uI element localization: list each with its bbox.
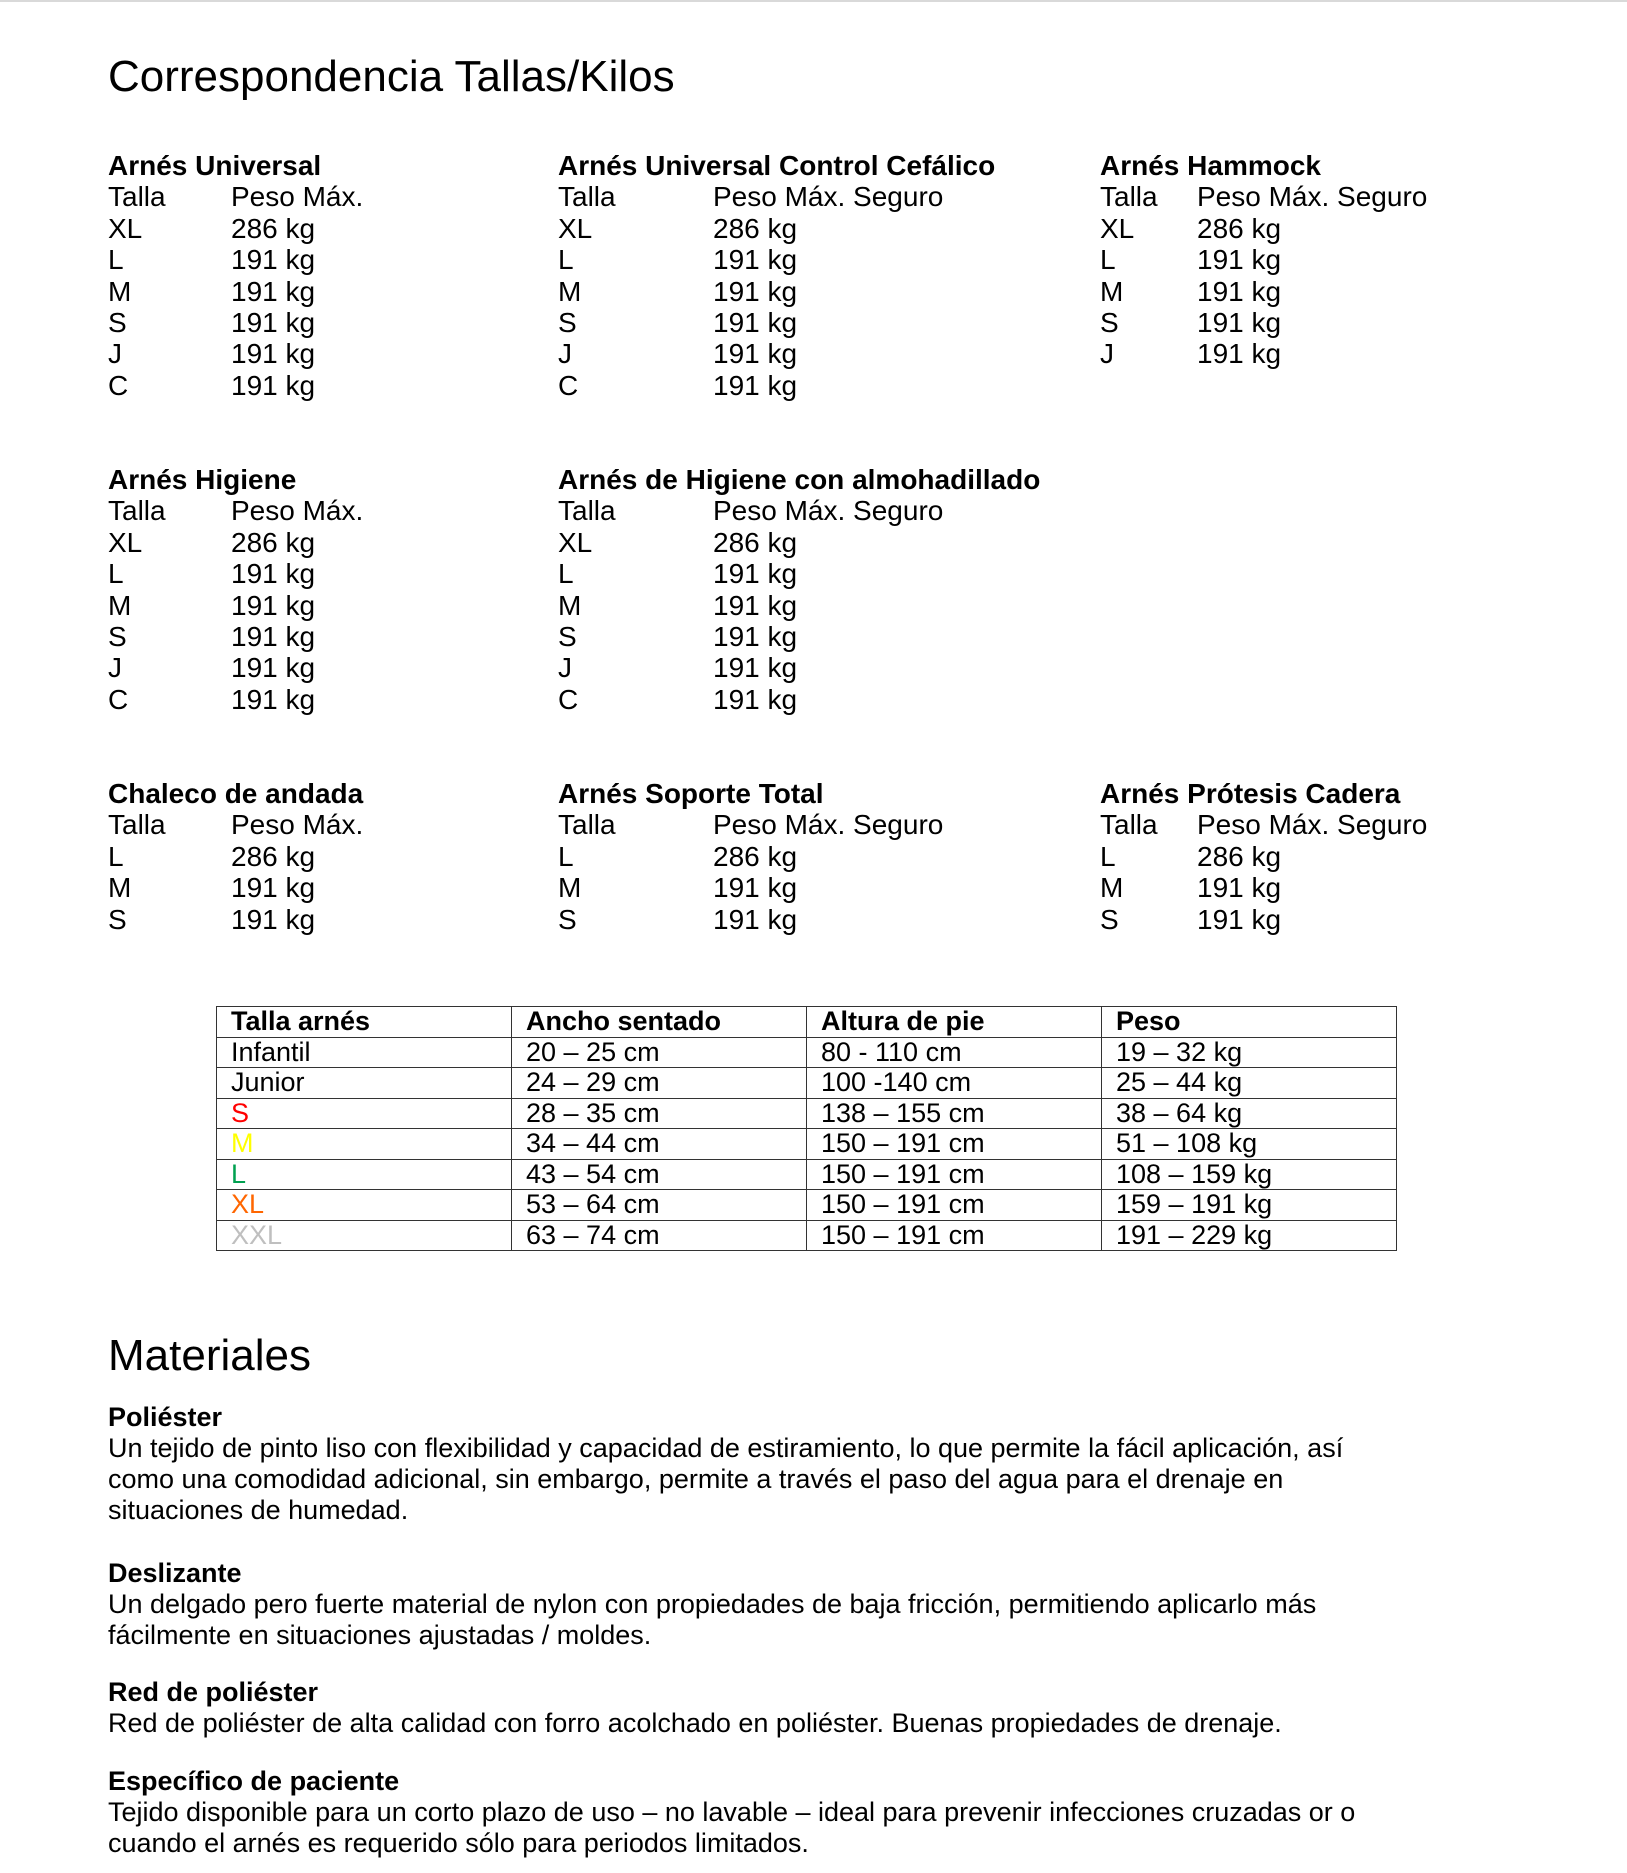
size-value: M bbox=[558, 589, 582, 621]
weight-column-label: Peso Máx. bbox=[231, 495, 364, 527]
weight-value: 191 kg bbox=[231, 338, 316, 370]
list-item bbox=[1100, 841, 1427, 872]
table-cell: 28 – 35 cm bbox=[512, 1098, 807, 1129]
harness-group-title: Arnés de Higiene con almohadillado bbox=[558, 464, 1041, 495]
weight-value: 286 kg bbox=[231, 840, 316, 872]
weight-value: 191 kg bbox=[231, 652, 316, 684]
weight-value: 191 kg bbox=[713, 903, 798, 935]
list-item bbox=[1100, 872, 1427, 903]
size-value: L bbox=[1100, 840, 1116, 872]
size-column-label: Talla bbox=[558, 809, 616, 841]
harness-group-header bbox=[108, 181, 363, 212]
table-cell: 159 – 191 kg bbox=[1102, 1190, 1397, 1221]
table-row bbox=[217, 1159, 1397, 1190]
harness-group bbox=[558, 150, 995, 401]
weight-value: 286 kg bbox=[713, 526, 798, 558]
harness-group-header bbox=[108, 495, 363, 526]
table-cell: 34 – 44 cm bbox=[512, 1129, 807, 1160]
list-item bbox=[558, 307, 995, 338]
material-name: Red de poliéster bbox=[108, 1677, 319, 1707]
page-title: Correspondencia Tallas/Kilos bbox=[108, 52, 675, 101]
size-column-label: Talla bbox=[558, 495, 616, 527]
list-item bbox=[558, 652, 1040, 683]
list-item bbox=[558, 841, 943, 872]
size-label-cell: XXL bbox=[217, 1220, 512, 1251]
size-value: S bbox=[558, 621, 577, 653]
table-cell: 150 – 191 cm bbox=[807, 1129, 1102, 1160]
table-cell: 191 – 229 kg bbox=[1102, 1220, 1397, 1251]
weight-value: 191 kg bbox=[231, 244, 316, 276]
weight-column-label: Peso Máx. Seguro bbox=[713, 181, 944, 213]
weight-column-label: Peso Máx. bbox=[231, 181, 364, 213]
weight-value: 191 kg bbox=[231, 558, 316, 590]
harness-group-header bbox=[1100, 181, 1427, 212]
size-value: S bbox=[1100, 307, 1119, 339]
weight-value: 191 kg bbox=[713, 307, 798, 339]
table-header-cell: Altura de pie bbox=[807, 1007, 1102, 1038]
list-item bbox=[558, 904, 943, 935]
harness-group bbox=[108, 778, 363, 935]
table-header-cell: Talla arnés bbox=[217, 1007, 512, 1038]
size-label-cell: M bbox=[217, 1129, 512, 1160]
table-cell: 108 – 159 kg bbox=[1102, 1159, 1397, 1190]
harness-group-title: Arnés Hammock bbox=[1100, 150, 1321, 181]
material-description-line: Un delgado pero fuerte material de nylon con propiedades de baja fricción, permitiendo aplicarlo más bbox=[108, 1589, 1317, 1619]
material-name: Específico de paciente bbox=[108, 1766, 400, 1796]
weight-value: 191 kg bbox=[231, 872, 316, 904]
weight-value: 286 kg bbox=[231, 526, 316, 558]
size-correspondence-table bbox=[216, 1006, 1397, 1251]
weight-value: 191 kg bbox=[231, 903, 316, 935]
size-value: S bbox=[108, 621, 127, 653]
material-description-line: cuando el arnés es requerido sólo para periodos limitados. bbox=[108, 1828, 809, 1858]
materials-title: Materiales bbox=[108, 1331, 311, 1380]
list-item bbox=[558, 872, 943, 903]
table-header-row bbox=[217, 1007, 1397, 1038]
size-value: XL bbox=[558, 526, 593, 558]
table-row bbox=[217, 1129, 1397, 1160]
list-item bbox=[558, 527, 1040, 558]
list-item bbox=[108, 370, 363, 401]
table-cell: 25 – 44 kg bbox=[1102, 1068, 1397, 1099]
list-item bbox=[558, 590, 1040, 621]
size-value: M bbox=[558, 872, 582, 904]
size-value: J bbox=[108, 652, 122, 684]
size-value: L bbox=[558, 244, 574, 276]
weight-value: 191 kg bbox=[231, 369, 316, 401]
size-value: XL bbox=[108, 526, 143, 558]
material-description-line: como una comodidad adicional, sin embargo, permite a través el paso del agua para el drenaje en bbox=[108, 1464, 1284, 1494]
table-header-cell: Ancho sentado bbox=[512, 1007, 807, 1038]
size-value: J bbox=[558, 652, 572, 684]
list-item bbox=[108, 684, 363, 715]
size-label-cell: Infantil bbox=[217, 1037, 512, 1068]
weight-value: 191 kg bbox=[713, 244, 798, 276]
table-cell: 24 – 29 cm bbox=[512, 1068, 807, 1099]
weight-value: 191 kg bbox=[713, 338, 798, 370]
weight-value: 286 kg bbox=[1197, 840, 1282, 872]
table-row bbox=[217, 1068, 1397, 1099]
list-item bbox=[108, 872, 363, 903]
list-item bbox=[108, 307, 363, 338]
weight-value: 286 kg bbox=[713, 212, 798, 244]
weight-value: 191 kg bbox=[1197, 244, 1282, 276]
size-label-cell: S bbox=[217, 1098, 512, 1129]
harness-group bbox=[108, 150, 363, 401]
table-cell: 19 – 32 kg bbox=[1102, 1037, 1397, 1068]
harness-group-title: Arnés Soporte Total bbox=[558, 778, 824, 809]
table-cell: 80 - 110 cm bbox=[807, 1037, 1102, 1068]
size-value: M bbox=[1100, 275, 1124, 307]
size-value: L bbox=[558, 840, 574, 872]
harness-group bbox=[1100, 778, 1427, 935]
material-name: Deslizante bbox=[108, 1558, 242, 1588]
size-value: L bbox=[108, 840, 124, 872]
size-value: XL bbox=[108, 212, 143, 244]
size-value: M bbox=[108, 275, 132, 307]
size-column-label: Talla bbox=[108, 181, 166, 213]
material-entry bbox=[108, 1766, 1438, 1859]
harness-group-header bbox=[558, 809, 943, 840]
list-item bbox=[1100, 904, 1427, 935]
table-cell: 138 – 155 cm bbox=[807, 1098, 1102, 1129]
size-value: M bbox=[1100, 872, 1124, 904]
list-item bbox=[108, 841, 363, 872]
weight-value: 191 kg bbox=[713, 589, 798, 621]
size-column-label: Talla bbox=[558, 181, 616, 213]
table-cell: 20 – 25 cm bbox=[512, 1037, 807, 1068]
list-item bbox=[1100, 276, 1427, 307]
weight-column-label: Peso Máx. Seguro bbox=[713, 495, 944, 527]
weight-value: 191 kg bbox=[713, 558, 798, 590]
size-value: C bbox=[108, 683, 129, 715]
harness-group-header bbox=[558, 181, 995, 212]
weight-column-label: Peso Máx. Seguro bbox=[713, 809, 944, 841]
weight-value: 191 kg bbox=[231, 589, 316, 621]
list-item bbox=[108, 244, 363, 275]
material-description-line: Un tejido de pinto liso con flexibilidad y capacidad de estiramiento, lo que permite la fácil aplicación, así bbox=[108, 1433, 1344, 1463]
harness-group-title: Chaleco de andada bbox=[108, 778, 364, 809]
list-item bbox=[558, 558, 1040, 589]
list-item bbox=[108, 652, 363, 683]
weight-value: 286 kg bbox=[231, 212, 316, 244]
list-item bbox=[108, 558, 363, 589]
weight-value: 191 kg bbox=[231, 621, 316, 653]
size-column-label: Talla bbox=[1100, 809, 1158, 841]
size-column-label: Talla bbox=[1100, 181, 1158, 213]
table-row bbox=[217, 1037, 1397, 1068]
list-item bbox=[558, 276, 995, 307]
size-value: XL bbox=[558, 212, 593, 244]
list-item bbox=[108, 527, 363, 558]
material-entry bbox=[108, 1402, 1438, 1526]
weight-value: 191 kg bbox=[713, 369, 798, 401]
table-header-cell: Peso bbox=[1102, 1007, 1397, 1038]
table-row bbox=[217, 1098, 1397, 1129]
weight-value: 191 kg bbox=[713, 652, 798, 684]
table-row bbox=[217, 1220, 1397, 1251]
table-cell: 53 – 64 cm bbox=[512, 1190, 807, 1221]
harness-group-title: Arnés Universal Control Cefálico bbox=[558, 150, 996, 181]
table-cell: 150 – 191 cm bbox=[807, 1159, 1102, 1190]
list-item bbox=[108, 904, 363, 935]
material-description-line: situaciones de humedad. bbox=[108, 1495, 409, 1525]
material-entry bbox=[108, 1558, 1438, 1651]
size-value: S bbox=[108, 307, 127, 339]
list-item bbox=[108, 338, 363, 369]
harness-group-title: Arnés Prótesis Cadera bbox=[1100, 778, 1401, 809]
size-value: C bbox=[558, 369, 579, 401]
table-cell: 100 -140 cm bbox=[807, 1068, 1102, 1099]
weight-value: 191 kg bbox=[713, 683, 798, 715]
list-item bbox=[108, 213, 363, 244]
harness-group-header bbox=[558, 495, 1040, 526]
list-item bbox=[558, 213, 995, 244]
size-value: S bbox=[1100, 903, 1119, 935]
material-name: Poliéster bbox=[108, 1402, 223, 1432]
weight-value: 191 kg bbox=[713, 621, 798, 653]
top-divider bbox=[0, 0, 1627, 2]
list-item bbox=[1100, 244, 1427, 275]
size-label-cell: Junior bbox=[217, 1068, 512, 1099]
size-value: C bbox=[108, 369, 129, 401]
harness-group-title: Arnés Universal bbox=[108, 150, 322, 181]
list-item bbox=[558, 621, 1040, 652]
weight-value: 191 kg bbox=[1197, 872, 1282, 904]
material-description-line: Tejido disponible para un corto plazo de uso – no lavable – ideal para prevenir infecciones cruzadas or o bbox=[108, 1797, 1356, 1827]
table-cell: 63 – 74 cm bbox=[512, 1220, 807, 1251]
size-column-label: Talla bbox=[108, 495, 166, 527]
size-value: L bbox=[108, 244, 124, 276]
weight-value: 191 kg bbox=[713, 872, 798, 904]
weight-value: 191 kg bbox=[231, 275, 316, 307]
harness-group-header bbox=[108, 809, 363, 840]
list-item bbox=[108, 590, 363, 621]
harness-group bbox=[558, 464, 1040, 715]
material-description-line: fácilmente en situaciones ajustadas / moldes. bbox=[108, 1620, 652, 1650]
size-value: J bbox=[558, 338, 572, 370]
size-value: J bbox=[1100, 338, 1114, 370]
weight-column-label: Peso Máx. bbox=[231, 809, 364, 841]
weight-value: 191 kg bbox=[1197, 903, 1282, 935]
harness-group bbox=[558, 778, 943, 935]
list-item bbox=[108, 276, 363, 307]
weight-column-label: Peso Máx. Seguro bbox=[1197, 809, 1428, 841]
size-value: L bbox=[1100, 244, 1116, 276]
size-value: M bbox=[108, 589, 132, 621]
list-item bbox=[558, 338, 995, 369]
weight-value: 191 kg bbox=[1197, 307, 1282, 339]
harness-group-header bbox=[1100, 809, 1427, 840]
list-item bbox=[108, 621, 363, 652]
size-label-cell: XL bbox=[217, 1190, 512, 1221]
list-item bbox=[1100, 213, 1427, 244]
list-item bbox=[558, 370, 995, 401]
harness-group-title: Arnés Higiene bbox=[108, 464, 297, 495]
size-label-cell: L bbox=[217, 1159, 512, 1190]
harness-group bbox=[1100, 150, 1427, 370]
table-cell: 150 – 191 cm bbox=[807, 1220, 1102, 1251]
material-description-line: Red de poliéster de alta calidad con forro acolchado en poliéster. Buenas propiedades de drenaje. bbox=[108, 1708, 1282, 1738]
size-value: L bbox=[108, 558, 124, 590]
size-value: M bbox=[108, 872, 132, 904]
list-item bbox=[558, 244, 995, 275]
weight-value: 191 kg bbox=[1197, 275, 1282, 307]
weight-value: 191 kg bbox=[231, 307, 316, 339]
table-cell: 150 – 191 cm bbox=[807, 1190, 1102, 1221]
size-value: S bbox=[558, 307, 577, 339]
table-cell: 38 – 64 kg bbox=[1102, 1098, 1397, 1129]
list-item bbox=[558, 684, 1040, 715]
list-item bbox=[1100, 338, 1427, 369]
weight-value: 286 kg bbox=[1197, 212, 1282, 244]
material-entry bbox=[108, 1677, 1438, 1739]
weight-value: 286 kg bbox=[713, 840, 798, 872]
size-value: J bbox=[108, 338, 122, 370]
weight-column-label: Peso Máx. Seguro bbox=[1197, 181, 1428, 213]
size-value: L bbox=[558, 558, 574, 590]
harness-group bbox=[108, 464, 363, 715]
size-column-label: Talla bbox=[108, 809, 166, 841]
table-cell: 43 – 54 cm bbox=[512, 1159, 807, 1190]
size-value: M bbox=[558, 275, 582, 307]
size-value: S bbox=[558, 903, 577, 935]
size-value: S bbox=[108, 903, 127, 935]
table-row bbox=[217, 1190, 1397, 1221]
weight-value: 191 kg bbox=[231, 683, 316, 715]
size-value: C bbox=[558, 683, 579, 715]
list-item bbox=[1100, 307, 1427, 338]
weight-value: 191 kg bbox=[713, 275, 798, 307]
size-value: XL bbox=[1100, 212, 1135, 244]
weight-value: 191 kg bbox=[1197, 338, 1282, 370]
table-cell: 51 – 108 kg bbox=[1102, 1129, 1397, 1160]
